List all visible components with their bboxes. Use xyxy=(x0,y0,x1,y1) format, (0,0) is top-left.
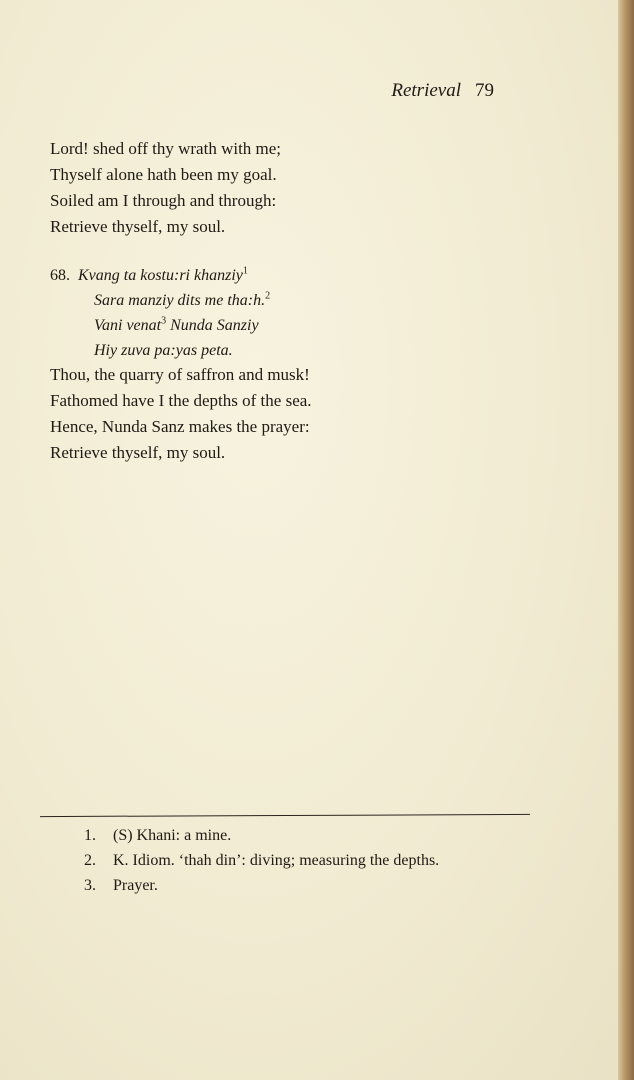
verse-text: Sara manziy dits me tha:h. xyxy=(94,292,266,309)
stanza-line: Hence, Nunda Sanz makes the prayer: xyxy=(50,417,310,436)
stanza-line: Retrieve thyself, my soul. xyxy=(50,443,226,462)
stanza-line: Thyself alone hath been my goal. xyxy=(50,165,277,184)
verse-text: Vani venat xyxy=(94,317,162,334)
footnote xyxy=(84,873,520,898)
running-title: Retrieval xyxy=(391,80,461,101)
footnote-ref: 3 xyxy=(161,315,167,327)
footnote-ref: 1 xyxy=(242,265,248,277)
footnotes xyxy=(84,823,520,898)
stanza-line: Soiled am I through and through: xyxy=(50,191,277,210)
footnote-text: Prayer. xyxy=(113,877,158,894)
verse-text: Hiy zuva pa:yas peta. xyxy=(94,342,233,359)
verse-line xyxy=(50,263,270,288)
stanza-line: Thou, the quarry of saffron and musk! xyxy=(50,365,310,384)
stanza-line: Fathomed have I the depths of the sea. xyxy=(50,391,312,410)
footnote-number: 2. xyxy=(84,852,96,869)
footnote-ref: 2 xyxy=(265,290,271,302)
verse-text: Kvang ta kostu:ri khanziy xyxy=(78,267,243,284)
page-number: 79 xyxy=(475,80,494,101)
footnote xyxy=(84,848,520,873)
footnote-text: K. Idiom. ‘thah din’: diving; measuring the depths. xyxy=(113,852,440,869)
footnote-number: 3. xyxy=(84,877,96,894)
verse-line xyxy=(50,338,270,363)
verse-text: Nunda Sanziy xyxy=(166,317,259,334)
footnote xyxy=(84,823,520,848)
page-edge xyxy=(618,0,634,1080)
verse-line xyxy=(50,288,270,313)
footnote-text: (S) Khani: a mine. xyxy=(113,827,232,844)
stanza-line: Lord! shed off thy wrath with me; xyxy=(50,139,282,158)
running-header xyxy=(391,80,494,102)
verse-line xyxy=(50,313,270,338)
stanza-line: Retrieve thyself, my soul. xyxy=(50,217,226,236)
footnote-number: 1. xyxy=(84,827,96,844)
stanza-translation-1 xyxy=(50,136,281,240)
stanza-translation-68 xyxy=(50,362,312,466)
verse-number: 68. xyxy=(50,267,70,284)
verse-68-kashmiri xyxy=(50,263,270,363)
